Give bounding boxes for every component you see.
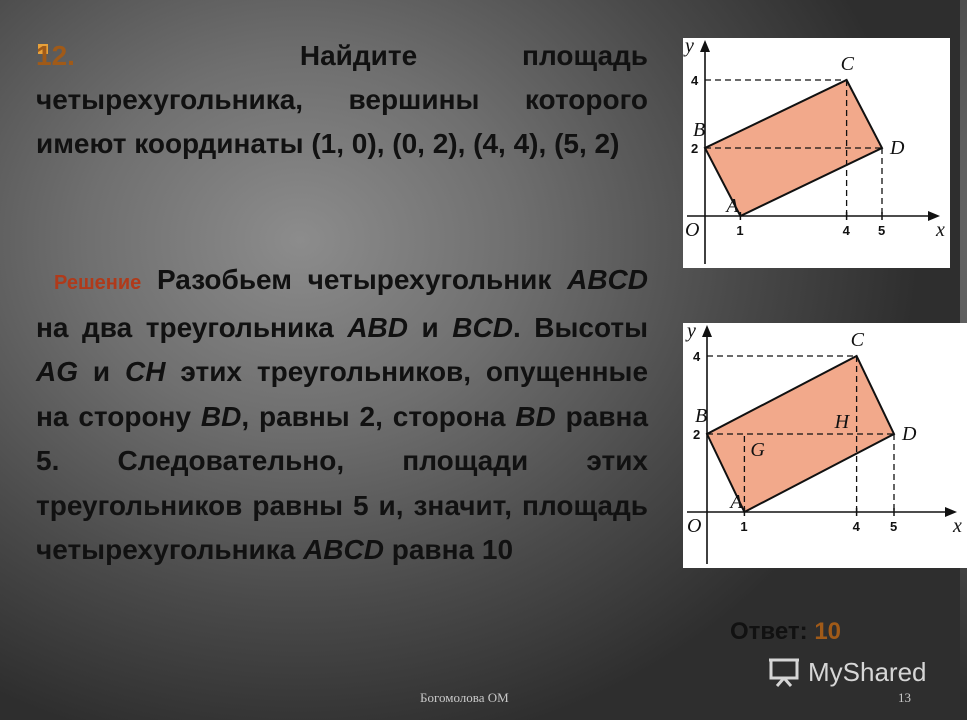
label-abcd: ABCD bbox=[567, 264, 648, 295]
solution-part: равна 5. Следовательно, площади этих треугольников равны 5 и, значит, площадь четырехугольника bbox=[36, 400, 649, 565]
origin-label: O bbox=[685, 219, 700, 241]
presentation-icon bbox=[768, 656, 802, 688]
foot-label-h: H bbox=[834, 411, 850, 433]
y-tick-label: 2 bbox=[691, 141, 699, 156]
label-ag: AG bbox=[36, 356, 78, 387]
y-axis-arrow bbox=[700, 40, 710, 52]
coordinate-plot bbox=[683, 320, 967, 568]
logo bbox=[768, 656, 927, 688]
label-bd: BD bbox=[515, 400, 556, 432]
problem-number: 12. bbox=[36, 40, 75, 71]
coordinate-plot bbox=[683, 35, 950, 268]
origin-label: O bbox=[687, 515, 702, 537]
label-abd: ABD bbox=[347, 311, 408, 343]
solution-part: этих треугольников, опущенные на сторону bbox=[36, 356, 649, 432]
y-axis-label: y bbox=[687, 320, 696, 342]
vertex-label-b: B bbox=[693, 119, 706, 141]
footer-author: Богомолова ОМ bbox=[420, 690, 509, 705]
y-axis-arrow bbox=[702, 325, 712, 337]
solution-label: Решение bbox=[54, 272, 142, 294]
y-tick-label: 2 bbox=[693, 427, 701, 442]
y-tick-label: 4 bbox=[693, 349, 701, 364]
answer-value: 10 bbox=[814, 618, 842, 645]
x-tick-label: 5 bbox=[890, 519, 898, 534]
answer bbox=[730, 618, 841, 646]
solution-part: на два треугольника bbox=[36, 311, 334, 343]
x-axis-label: x bbox=[953, 515, 962, 537]
solution-part: и bbox=[92, 356, 111, 387]
y-axis-label: y bbox=[685, 35, 694, 57]
problem-statement: Найдите площадь четырехугольника, вершины которого имеют координаты (1, 0), (0, 2), (4, 4), (5, 2) bbox=[36, 40, 649, 159]
x-tick-label: 1 bbox=[736, 223, 744, 238]
solution-part: равна 10 bbox=[391, 534, 514, 565]
figure-quadrilateral bbox=[683, 35, 950, 268]
vertex-label-b: B bbox=[695, 405, 708, 427]
page-number: 13 bbox=[898, 690, 911, 705]
solution-part: и bbox=[421, 311, 439, 343]
vertex-label-c: C bbox=[850, 329, 864, 351]
label-bcd: BCD bbox=[452, 311, 513, 343]
solution-text bbox=[36, 258, 648, 573]
solution-part: Разобьем четырехугольник bbox=[156, 264, 552, 295]
solution-part: . Высоты bbox=[512, 311, 649, 343]
label-abcd: ABCD bbox=[303, 534, 384, 565]
x-axis-label: x bbox=[936, 219, 945, 241]
y-tick-label: 4 bbox=[691, 73, 699, 88]
label-bd: BD bbox=[200, 400, 242, 432]
answer-label: Ответ: bbox=[730, 618, 808, 645]
vertex-label-d: D bbox=[902, 423, 917, 445]
x-tick-label: 4 bbox=[852, 519, 860, 534]
figure-quadrilateral-heights bbox=[683, 320, 967, 568]
vertex-label-a: A bbox=[730, 491, 743, 513]
foot-label-g: G bbox=[750, 439, 765, 461]
vertex-label-c: C bbox=[840, 53, 854, 75]
logo-text: MyShared bbox=[808, 656, 927, 687]
problem-text bbox=[36, 34, 648, 166]
solution-part: , равны 2, сторона bbox=[241, 400, 506, 432]
x-tick-label: 1 bbox=[740, 519, 748, 534]
x-tick-label: 4 bbox=[842, 223, 850, 238]
vertex-label-a: A bbox=[726, 195, 739, 217]
label-ch: CH bbox=[125, 356, 166, 387]
vertex-label-d: D bbox=[890, 137, 905, 159]
x-tick-label: 5 bbox=[878, 223, 886, 238]
